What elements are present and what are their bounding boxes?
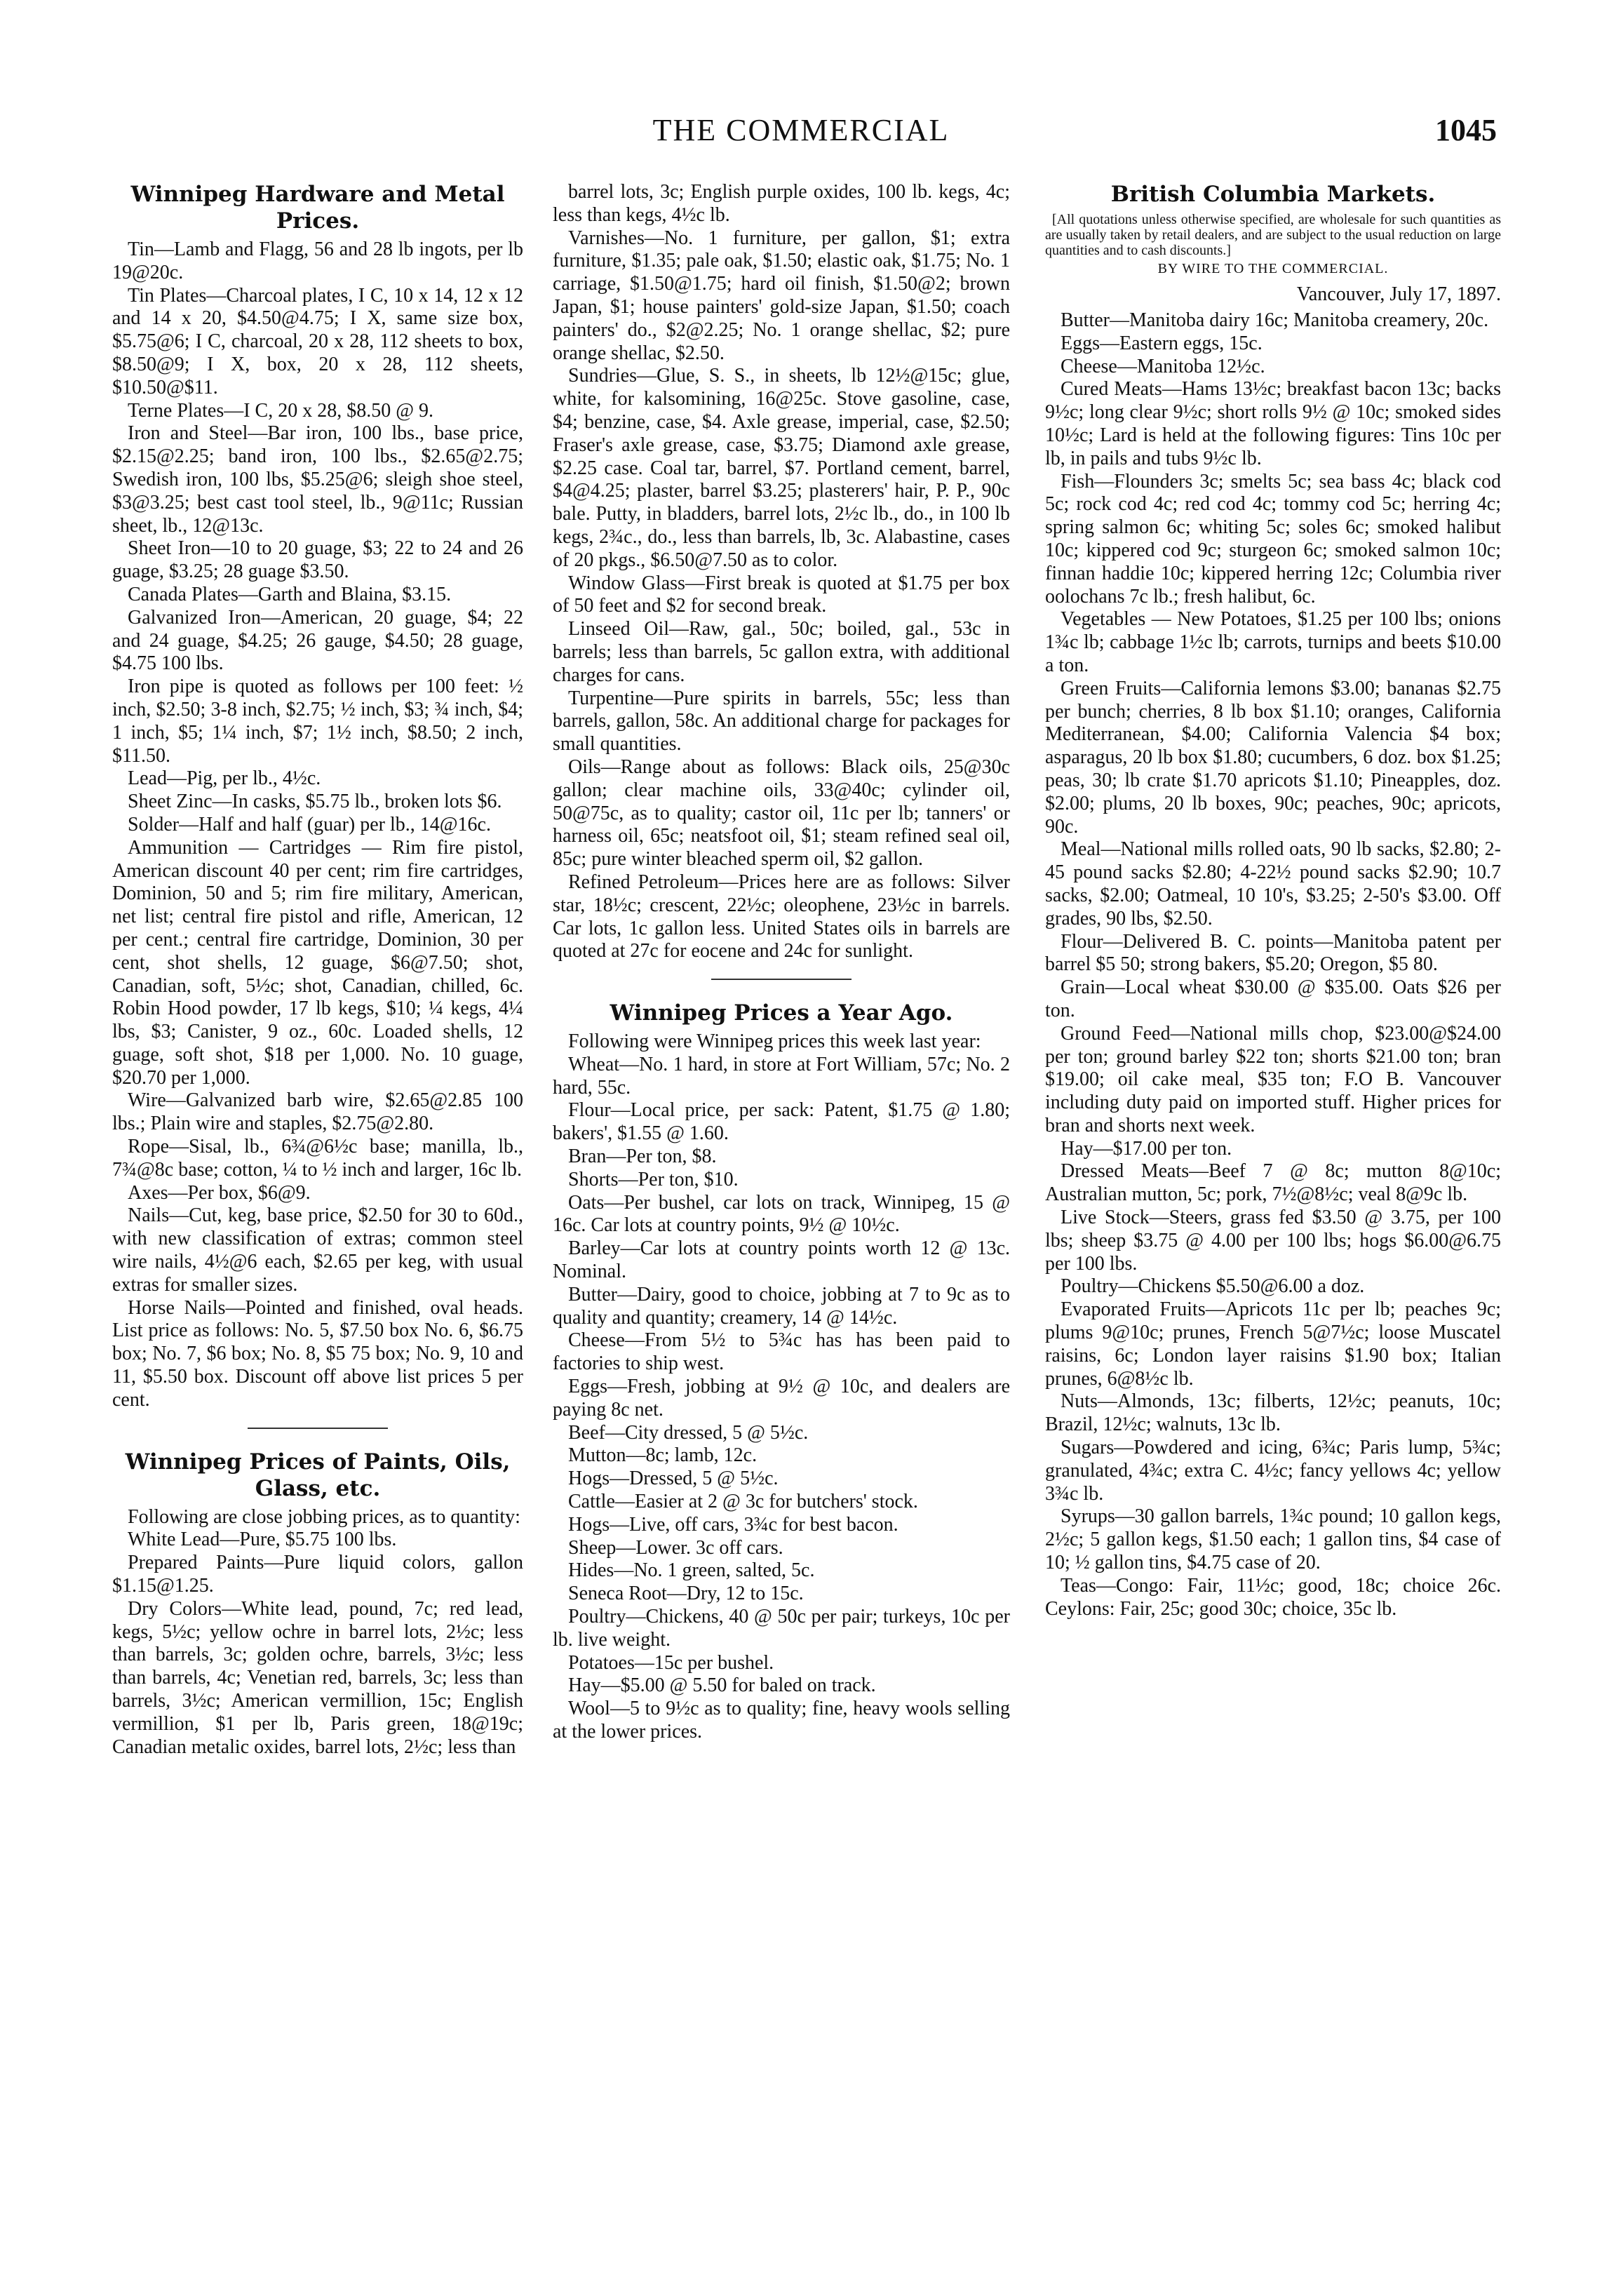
price-paragraph: Syrups—30 gallon barrels, 1¾c pound; 10 gallon kegs, 2½c; 5 gallon kegs, $1.50 each; 1 gallon tins, $4 case of 10; ½ gallon tins, $4.75 case of 20. bbox=[1045, 1505, 1501, 1574]
column-1 bbox=[112, 181, 523, 2201]
year-ago-heading: Winnipeg Prices a Year Ago. bbox=[610, 1000, 953, 1026]
price-paragraph: Meal—National mills rolled oats, 90 lb sacks, $2.80; 2-45 pound sacks $2.80; 4-22½ pound sacks $2.90; 10.7 sacks, $2.00; Oatmeal, 10 10's, $3.25; 2-50's $3.00. Off grades, 90 lbs, $2.50. bbox=[1045, 838, 1501, 929]
hardware-items bbox=[112, 239, 523, 1412]
paints-continued-items bbox=[553, 181, 1010, 963]
paints-heading: Winnipeg Prices of Paints, Oils, Glass, etc. bbox=[125, 1449, 511, 1501]
price-paragraph: Oats—Per bushel, car lots on track, Winnipeg, 15 @ 16c. Car lots at country points, 9½ @ 10½c. bbox=[553, 1191, 1010, 1237]
hardware-heading: Winnipeg Hardware and Metal Prices. bbox=[130, 182, 505, 234]
bc-market-items bbox=[1045, 309, 1501, 1620]
price-paragraph: Bran—Per ton, $8. bbox=[568, 1146, 717, 1168]
price-paragraph: Dressed Meats—Beef 7 @ 8c; mutton 8@10c; Australian mutton, 5c; pork, 7½@8½c; veal 8@9c lb. bbox=[1045, 1160, 1501, 1206]
price-paragraph: Potatoes—15c per bushel. bbox=[568, 1651, 774, 1674]
price-paragraph: Lead—Pig, per lb., 4½c. bbox=[128, 767, 321, 790]
price-paragraph: Evaporated Fruits—Apricots 11c per lb; peaches 9c; plums 9@10c; prunes, French 5@7½c; loose Muscatel raisins, 6c; London layer raisins $1.90 box; Italian prunes, 6@8½c lb. bbox=[1045, 1298, 1501, 1390]
price-paragraph: Dry Colors—White lead, pound, 7c; red lead, kegs, 5½c; yellow ochre in barrel lots, 2½c; less than barrels, 3c; golden ochre, barrels, 3½c; less than barrels, 4c; Venetian red, barrels, 3c; less than barrels, 3½c; American vermillion, 15c; English vermillion, $1 per lb, Paris green, 18@19c; Canadian metalic oxides, barrel lots, 2½c; less than bbox=[112, 1597, 523, 1758]
price-paragraph: Beef—City dressed, 5 @ 5½c. bbox=[568, 1421, 809, 1444]
price-paragraph: Varnishes—No. 1 furniture, per gallon, $1; extra furniture, $1.35; pale oak, $1.50; elastic oak, $1.75; No. 1 carriage, $1.50@1.75; hard oil finish, $1.50@2; brown Japan, $1; house painters' gold-size Japan, $1.50; coach painters' do., $2@2.25; No. 1 orange shellac, $2; pure orange shellac, $2.50. bbox=[553, 227, 1010, 364]
price-paragraph: Wool—5 to 9½c as to quality; fine, heavy wools selling at the lower prices. bbox=[553, 1698, 1010, 1743]
price-paragraph: Window Glass—First break is quoted at $1.75 per box of 50 feet and $2 for second break. bbox=[553, 572, 1010, 617]
price-paragraph: Hay—$5.00 @ 5.50 for baled on track. bbox=[568, 1674, 876, 1697]
price-paragraph: Nuts—Almonds, 13c; filberts, 12½c; peanuts, 10c; Brazil, 12½c; walnuts, 13c lb. bbox=[1045, 1390, 1501, 1436]
price-paragraph: Galvanized Iron—American, 20 guage, $4; 22 and 24 guage, $4.25; 26 gauge, $4.50; 28 guage, $4.75 100 lbs. bbox=[112, 606, 523, 675]
price-paragraph: Poultry—Chickens $5.50@6.00 a doz. bbox=[1061, 1275, 1365, 1298]
price-paragraph: Grain—Local wheat $30.00 @ $35.00. Oats $26 per ton. bbox=[1045, 976, 1501, 1021]
price-paragraph: Iron and Steel—Bar iron, 100 lbs., base price, $2.15@2.25; band iron, 100 lbs., $2.65@2.75; Swedish iron, 100 lbs, $5.25@6; sleigh shoe steel, $3@3.25; best cast tool steel, lb., 9@11c; Russian sheet, lb., 12@13c. bbox=[112, 422, 523, 537]
price-paragraph: Fish—Flounders 3c; smelts 5c; sea bass 4c; black cod 5c; rock cod 4c; red cod 4c; tommy cod 5c; herring 4c; spring salmon 6c; whiting 5c; soles 6c; smoked halibut 10c; kippered cod 9c; sturgeon 6c; smoked salmon 10c; finnan haddie 10c; kippered herring 12c; Columbia river oolochans 7c lb.; fresh halibut, 6c. bbox=[1045, 470, 1501, 607]
price-paragraph: Wheat—No. 1 hard, in store at Fort William, 57c; No. 2 hard, 55c. bbox=[553, 1053, 1010, 1099]
price-paragraph: Refined Petroleum—Prices here are as follows: Silver star, 18½c; crescent, 22½c; oleophene, 23½c in barrels. Car lots, 1c gallon less. United States oils in barrels are quoted at 27c for eocene and 24c for sunlight. bbox=[553, 871, 1010, 962]
price-paragraph: Canada Plates—Garth and Blaina, $3.15. bbox=[128, 583, 452, 605]
price-paragraph: Sheet Iron—10 to 20 guage, $3; 22 to 24 and 26 guage, $3.25; 28 guage $3.50. bbox=[112, 537, 523, 583]
page-header bbox=[0, 112, 1602, 161]
price-paragraph: Seneca Root—Dry, 12 to 15c. bbox=[568, 1583, 804, 1605]
bc-wire-credit: BY WIRE TO THE COMMERCIAL. bbox=[1157, 261, 1389, 276]
price-paragraph: Iron pipe is quoted as follows per 100 feet: ½ inch, $2.50; 3-8 inch, $2.75; ½ inch, $3; ¾ inch, $4; 1 inch, $5; 1¼ inch, $7; 1½ inch, $8.50; 2 inch, $11.50. bbox=[112, 676, 523, 767]
price-paragraph: Sundries—Glue, S. S., in sheets, lb 12½@15c; glue, white, for kalsomining, 16@25c. Stove gasoline, case, $4; benzine, case, $4. Axle grease, imperial, case, $2.50; Fraser's axle grease, case, $3.75; Diamond axle grease, $2.25 case. Coal tar, barrel, $7. Portland cement, barrel, $4@4.25; plaster, barrel $3.25; plasterers' hair, P. P., 90c bale. Putty, in bladders, barrel lots, 2½c lb., do., in 100 lb kegs, 2¾c., do., less than barrels, lb, 3c. Alabastine, cases of 20 pkgs., $6.50@7.50 as to color. bbox=[553, 365, 1010, 571]
price-paragraph: Oils—Range about as follows: Black oils, 25@30c gallon; clear machine oils, 33@40c; cylinder oil, 50@75c, as to quality; castor oil, 11c per lb; tanners' or harness oil, 65c; neatsfoot oil, $1; steam refined seal oil, 85c; pure winter bleached sperm oil, $2 gallon. bbox=[553, 756, 1010, 871]
price-paragraph: Ammunition — Cartridges — Rim fire pistol, American discount 40 per cent; rim fire cartridges, Dominion, 50 and 5; rim fire military, American, net list; central fire pistol and rifle, American, 12 per cent.; central fire cartridge, Dominion, 30 per cent, shot shells, 12 guage, $6@7.50; shot, Canadian, soft, 5½c; shot, Canadian, chilled, 6c. Robin Hood powder, 17 lb kegs, $10; ¼ kegs, 4¼ lbs, $3; Canister, 9 oz., 60c. Loaded shells, 12 guage, soft shot, $18 per 1,000. No. 10 guage, $20.70 per 1,000. bbox=[112, 836, 523, 1089]
column-2 bbox=[553, 181, 1010, 2201]
section-divider bbox=[248, 1428, 388, 1429]
paints-items bbox=[112, 1529, 523, 1759]
price-paragraph: Wire—Galvanized barb wire, $2.65@2.85 100 lbs.; Plain wire and staples, $2.75@2.80. bbox=[112, 1089, 523, 1135]
price-paragraph: Rope—Sisal, lb., 6¾@6½c base; manilla, lb., 7¾@8c base; cotton, ¼ to ½ inch and larger, 16c lb. bbox=[112, 1136, 523, 1181]
section-divider bbox=[711, 979, 852, 980]
price-paragraph: Axes—Per box, $6@9. bbox=[128, 1181, 311, 1204]
price-paragraph: Shorts—Per ton, $10. bbox=[568, 1168, 739, 1190]
price-paragraph: Sheet Zinc—In casks, $5.75 lb., broken lots $6. bbox=[128, 791, 502, 813]
price-paragraph: Hay—$17.00 per ton. bbox=[1061, 1137, 1232, 1160]
year-ago-intro: Following were Winnipeg prices this week last year: bbox=[568, 1030, 981, 1053]
price-paragraph: Sugars—Powdered and icing, 6¾c; Paris lump, 5¾c; granulated, 4¾c; extra C. 4½c; fancy yellows 4c; yellow 3¾c lb. bbox=[1045, 1437, 1501, 1505]
page-number: 1045 bbox=[1435, 113, 1497, 147]
price-paragraph: Vegetables — New Potatoes, $1.25 per 100 lbs; onions 1¾c lb; cabbage 1½c lb; carrots, turnips and beets $10.00 a ton. bbox=[1045, 608, 1501, 676]
price-paragraph: Cured Meats—Hams 13½c; breakfast bacon 13c; backs 9½c; long clear 9½c; short rolls 9½ @ 10c; smoked sides 10½c; Lard is held at the following figures: Tins 10c per lb, in pails and tubs 9½c lb. bbox=[1045, 378, 1501, 469]
price-paragraph: Eggs—Eastern eggs, 15c. bbox=[1061, 332, 1263, 354]
price-paragraph: Cheese—Manitoba 12½c. bbox=[1061, 355, 1265, 377]
price-paragraph: Poultry—Chickens, 40 @ 50c per pair; turkeys, 10c per lb. live weight. bbox=[553, 1606, 1010, 1651]
price-paragraph: Hogs—Live, off cars, 3¾c for best bacon. bbox=[568, 1513, 898, 1536]
price-paragraph: Flour—Delivered B. C. points—Manitoba patent per barrel $5 50; strong bakers, $5.20; Oregon, $5 80. bbox=[1045, 930, 1501, 976]
price-paragraph: Flour—Local price, per sack: Patent, $1.75 @ 1.80; bakers', $1.55 @ 1.60. bbox=[553, 1099, 1010, 1145]
price-paragraph: Prepared Paints—Pure liquid colors, gallon $1.15@1.25. bbox=[112, 1552, 523, 1597]
price-paragraph: Live Stock—Steers, grass fed $3.50 @ 3.75, per 100 lbs; sheep $3.75 @ 4.00 per 100 lbs; hogs $6.00@6.75 per 100 lbs. bbox=[1045, 1207, 1501, 1275]
year-ago-items bbox=[553, 1054, 1010, 1744]
column-3 bbox=[1045, 181, 1501, 2201]
price-paragraph: Green Fruits—California lemons $3.00; bananas $2.75 per bunch; cherries, 8 lb box $1.10; oranges, California Mediterranean, $4.00; California Valencia $4 box; asparagus, 20 lb box $1.80; cucumbers, 6 doz. box $1.25; peas, 30; lb crate $1.70 apricots $1.10; Pineapples, doz. $2.00; plums, 20 lb boxes, 90c; peaches, 90c; apricots, 90c. bbox=[1045, 677, 1501, 838]
price-paragraph: Nails—Cut, keg, base price, $2.50 for 30 to 60d., with new classification of extras; common steel wire nails, 4½@6 each, $2.65 per keg, with usual extras for smaller sizes. bbox=[112, 1204, 523, 1296]
price-paragraph: barrel lots, 3c; English purple oxides, 100 lb. kegs, 4c; less than kegs, 4½c lb. bbox=[553, 181, 1010, 226]
price-paragraph: Hogs—Dressed, 5 @ 5½c. bbox=[568, 1468, 779, 1490]
price-paragraph: Teas—Congo: Fair, 11½c; good, 18c; choice 26c. Ceylons: Fair, 25c; good 30c; choice, 35c lb. bbox=[1045, 1574, 1501, 1620]
price-paragraph: Sheep—Lower. 3c off cars. bbox=[568, 1536, 783, 1559]
price-paragraph: Cattle—Easier at 2 @ 3c for butchers' stock. bbox=[568, 1491, 918, 1513]
price-paragraph: Butter—Dairy, good to choice, jobbing at 7 to 9c as to quality and quantity; creamery, 14 @ 14½c. bbox=[553, 1283, 1010, 1329]
price-paragraph: Linseed Oil—Raw, gal., 50c; boiled, gal., 53c in barrels; less than barrels, 5c gallon extra, with additional charges for cans. bbox=[553, 618, 1010, 686]
paints-intro: Following are close jobbing prices, as to quantity: bbox=[128, 1505, 520, 1528]
price-paragraph: Solder—Half and half (guar) per lb., 14@16c. bbox=[128, 813, 491, 835]
bc-quotation-notice: [All quotations unless otherwise specified, are wholesale for such quantities as are usually taken by retail dealers, and are subject to the usual reduction on large quantities and to cash discounts.] bbox=[1045, 212, 1501, 258]
price-paragraph: Eggs—Fresh, jobbing at 9½ @ 10c, and dealers are paying 8c net. bbox=[553, 1376, 1010, 1421]
bc-markets-heading: British Columbia Markets. bbox=[1110, 182, 1436, 207]
price-paragraph: Tin—Lamb and Flagg, 56 and 28 lb ingots, per lb 19@20c. bbox=[112, 239, 523, 283]
price-paragraph: Hides—No. 1 green, salted, 5c. bbox=[568, 1559, 815, 1582]
price-paragraph: Tin Plates—Charcoal plates, I C, 10 x 14, 12 x 12 and 14 x 20, $4.50@4.75; I X, same size box, $5.75@6; I C, charcoal, 20 x 28, 112 sheets to box, $8.50@9; I X, box, 20 x 28, 112 sheets, $10.50@$11. bbox=[112, 284, 523, 398]
price-paragraph: Cheese—From 5½ to 5¾c has has been paid to factories to ship west. bbox=[553, 1329, 1010, 1375]
price-paragraph: White Lead—Pure, $5.75 100 lbs. bbox=[128, 1529, 397, 1551]
price-paragraph: Turpentine—Pure spirits in barrels, 55c; less than barrels, gallon, 58c. An additional charge for packages for small quantities. bbox=[553, 687, 1010, 756]
newspaper-title: THE COMMERCIAL bbox=[652, 113, 950, 147]
price-paragraph: Butter—Manitoba dairy 16c; Manitoba creamery, 20c. bbox=[1061, 309, 1489, 331]
price-paragraph: Ground Feed—National mills chop, $23.00@$24.00 per ton; ground barley $22 ton; shorts $21.00 ton; bran $19.00; oil cake meal, $35 ton; F.O B. Vancouver including duty paid on imported stuff. Higher prices for bran and shorts next week. bbox=[1045, 1022, 1501, 1136]
price-paragraph: Horse Nails—Pointed and finished, oval heads. List price as follows: No. 5, $7.50 box No. 6, $6.75 box; No. 7, $6 box; No. 8, $5 75 box; No. 9, 10 and 11, $5.50 box. Discount off above list prices 5 per cent. bbox=[112, 1296, 523, 1411]
price-paragraph: Terne Plates—I C, 20 x 28, $8.50 @ 9. bbox=[128, 399, 433, 422]
price-paragraph: Barley—Car lots at country points worth 12 @ 13c. Nominal. bbox=[553, 1237, 1010, 1283]
bc-dateline: Vancouver, July 17, 1897. bbox=[1296, 283, 1501, 305]
price-paragraph: Mutton—8c; lamb, 12c. bbox=[568, 1444, 758, 1467]
